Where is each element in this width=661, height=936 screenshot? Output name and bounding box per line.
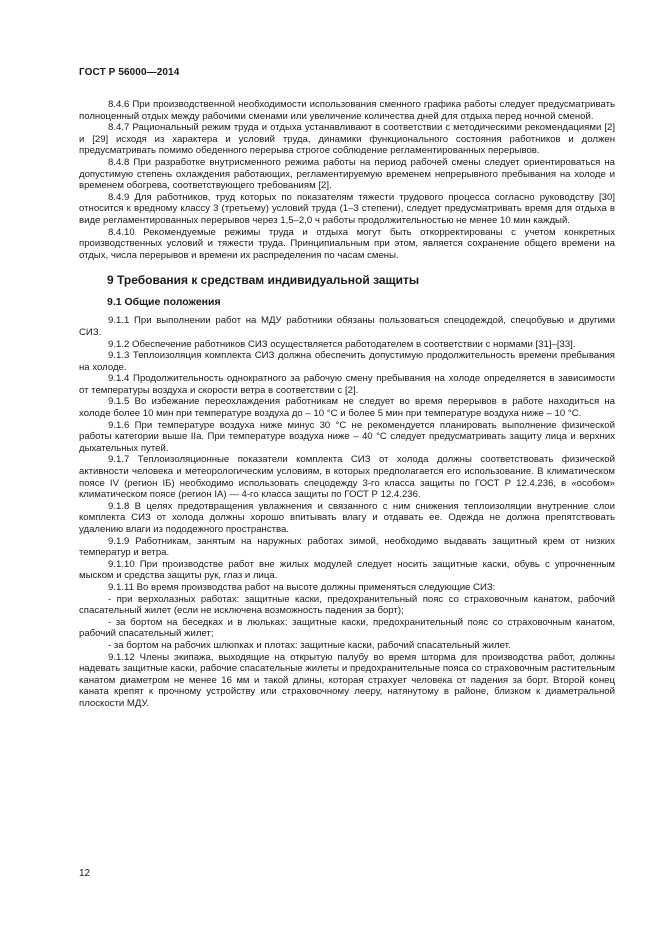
paragraph-9-1-2: 9.1.2 Обеспечение работников СИЗ осуществляется работодателем в соответствии с нормами [31]–[33]. bbox=[108, 338, 576, 350]
list-item-overboard-boats: - за бортом на рабочих шлюпках и плотах: защитные каски, рабочий спасательный жилет. bbox=[108, 639, 511, 651]
paragraph-9-1-5: 9.1.5 Во избежание переохлаждения работникам не следует во время перерывов в работе находиться на холоде более 10 мин при температуре воздуха до – 10 °С и более 5 мин при температуре воздуха ниже – 10 °С. bbox=[79, 396, 615, 420]
paragraph-8-4-9: 8.4.9 Для работников, труд которых по показателям тяжести трудового процесса согласно руководству [30] относится к вредному классу 3 (третьему) условий труда (1–3 степени), следует предусматривать время для отдыха в виде регламентированных перерывов через 1,5–2,0 ч работы продолжительностью не менее 10 мин каждый. bbox=[79, 191, 615, 226]
paragraph-8-4-8: 8.4.8 При разработке внутрисменного режима работы на период рабочей смены следует ориентироваться на допустимую степень охлаждения работающих, регламентируемую временем непрерывного пребывания на холоде и временем обогрева, соответствующего требованиям [2]. bbox=[79, 156, 615, 192]
page-number: 12 bbox=[79, 868, 91, 879]
list-item-overboard-cradles: - за бортом на беседках и в люльках: защитные каски, предохранительный пояс со страховочным канатом, рабочий спасательный жилет; bbox=[79, 616, 615, 640]
paragraph-9-1-9: 9.1.9 Работникам, занятым на наружных работах зимой, необходимо выдавать защитный крем от низких температур и ветра. bbox=[79, 535, 615, 559]
paragraph-9-1-3: 9.1.3 Теплоизоляция комплекта СИЗ должна обеспечить допустимую продолжительность времени пребывания на холоде. bbox=[79, 350, 615, 373]
paragraph-8-4-10: 8.4.10 Рекомендуемые режимы труда и отдыха могут быть откорректированы с учетом конкретных производственных условий и тяжести труда. Принципиальным при этом, является сохранение общего времени на отдых, числа перерывов и времени их распределения по часам смены. bbox=[79, 226, 615, 261]
paragraph-8-4-6: 8.4.6 При производственной необходимости использования сменного графика работы следует предусматривать полноценный отдых между рабочими сменами или увеличение количества дней для отдыха перед ночной сменой. bbox=[79, 99, 615, 122]
paragraph-9-1-11: 9.1.11 Во время производства работ на высоте должны применяться следующие СИЗ: bbox=[108, 581, 496, 593]
document-header: ГОСТ Р 56000—2014 bbox=[79, 67, 180, 78]
paragraph-9-1-6: 9.1.6 При температуре воздуха ниже минус 30 °С не рекомендуется планировать выполнение физической работы категории выше IIа. При температуре воздуха ниже – 40 °С следует предусматривать защиту лица и верхних дыхательных путей. bbox=[79, 419, 615, 454]
paragraph-9-1-12: 9.1.12 Члены экипажа, выходящие на открытую палубу во время шторма для производства работ, должны надевать защитные каски, рабочие спасательные жилеты и предохранительные пояса со страховочным растительным канатом диаметром не менее 16 мм и такой длины, которая страхует человека от падения за борт. Второй конец каната крепят к прочному устройству или страховочному лееру, натянутому в районе, близком к диаметральной плоскости МДУ. bbox=[79, 651, 615, 709]
paragraph-8-4-7: 8.4.7 Рациональный режим труда и отдыха устанавливают в соответствии с методическими рекомендациями [2] и [29] исходя из характера и условий труда, динамики функционального состояния работников и должен предусматривать помимо обеденного перерыва строгое соблюдение регламентированных перерывов. bbox=[79, 122, 615, 157]
page-content bbox=[79, 99, 615, 710]
subsection-9-1-title: 9.1 Общие положения bbox=[107, 296, 221, 309]
section-9-title: 9 Требования к средствам индивидуальной защиты bbox=[107, 273, 420, 288]
paragraph-9-1-4: 9.1.4 Продолжительность однократного за рабочую смену пребывания на холоде определяется в зависимости от температуры воздуха и скорости ветра в соответствии с [2]. bbox=[79, 373, 615, 396]
paragraph-9-1-1: 9.1.1 При выполнении работ на МДУ работники обязаны пользоваться спецодеждой, спецобувью и другими СИЗ. bbox=[79, 315, 615, 338]
list-item-high-altitude: - при верхолазных работах: защитные каски, предохранительный пояс со страховочным канатом, рабочий спасательный жилет (если не исключена возможность падения за борт); bbox=[79, 593, 615, 617]
paragraph-9-1-7: 9.1.7 Теплоизоляционные показатели комплекта СИЗ от холода должны соответствовать физической активности человека и метеорологическим условиям, в которых предполагается его использование. В климатическом поясе IV (регион IБ) необходимо использовать спецодежду 3-го класса защиты по ГОСТ Р 12.4.236, в «особом» климатическом поясе (регион IА) — 4-го класса защиты по ГОСТ Р 12.4.236. bbox=[79, 454, 615, 501]
paragraph-9-1-8: 9.1.8 В целях предотвращения увлажнения и связанного с ним снижения теплоизоляции внутренние слои комплекта СИЗ от холода должны хорошо впитывать влагу и отдавать ее. Одежда не должна препятствовать удалению влаги из пододежного пространства. bbox=[79, 500, 615, 535]
paragraph-9-1-10: 9.1.10 При производстве работ вне жилых модулей следует носить защитные каски, обувь с упрочненным мыском и средства защиты рук, глаз и лица. bbox=[79, 558, 615, 582]
